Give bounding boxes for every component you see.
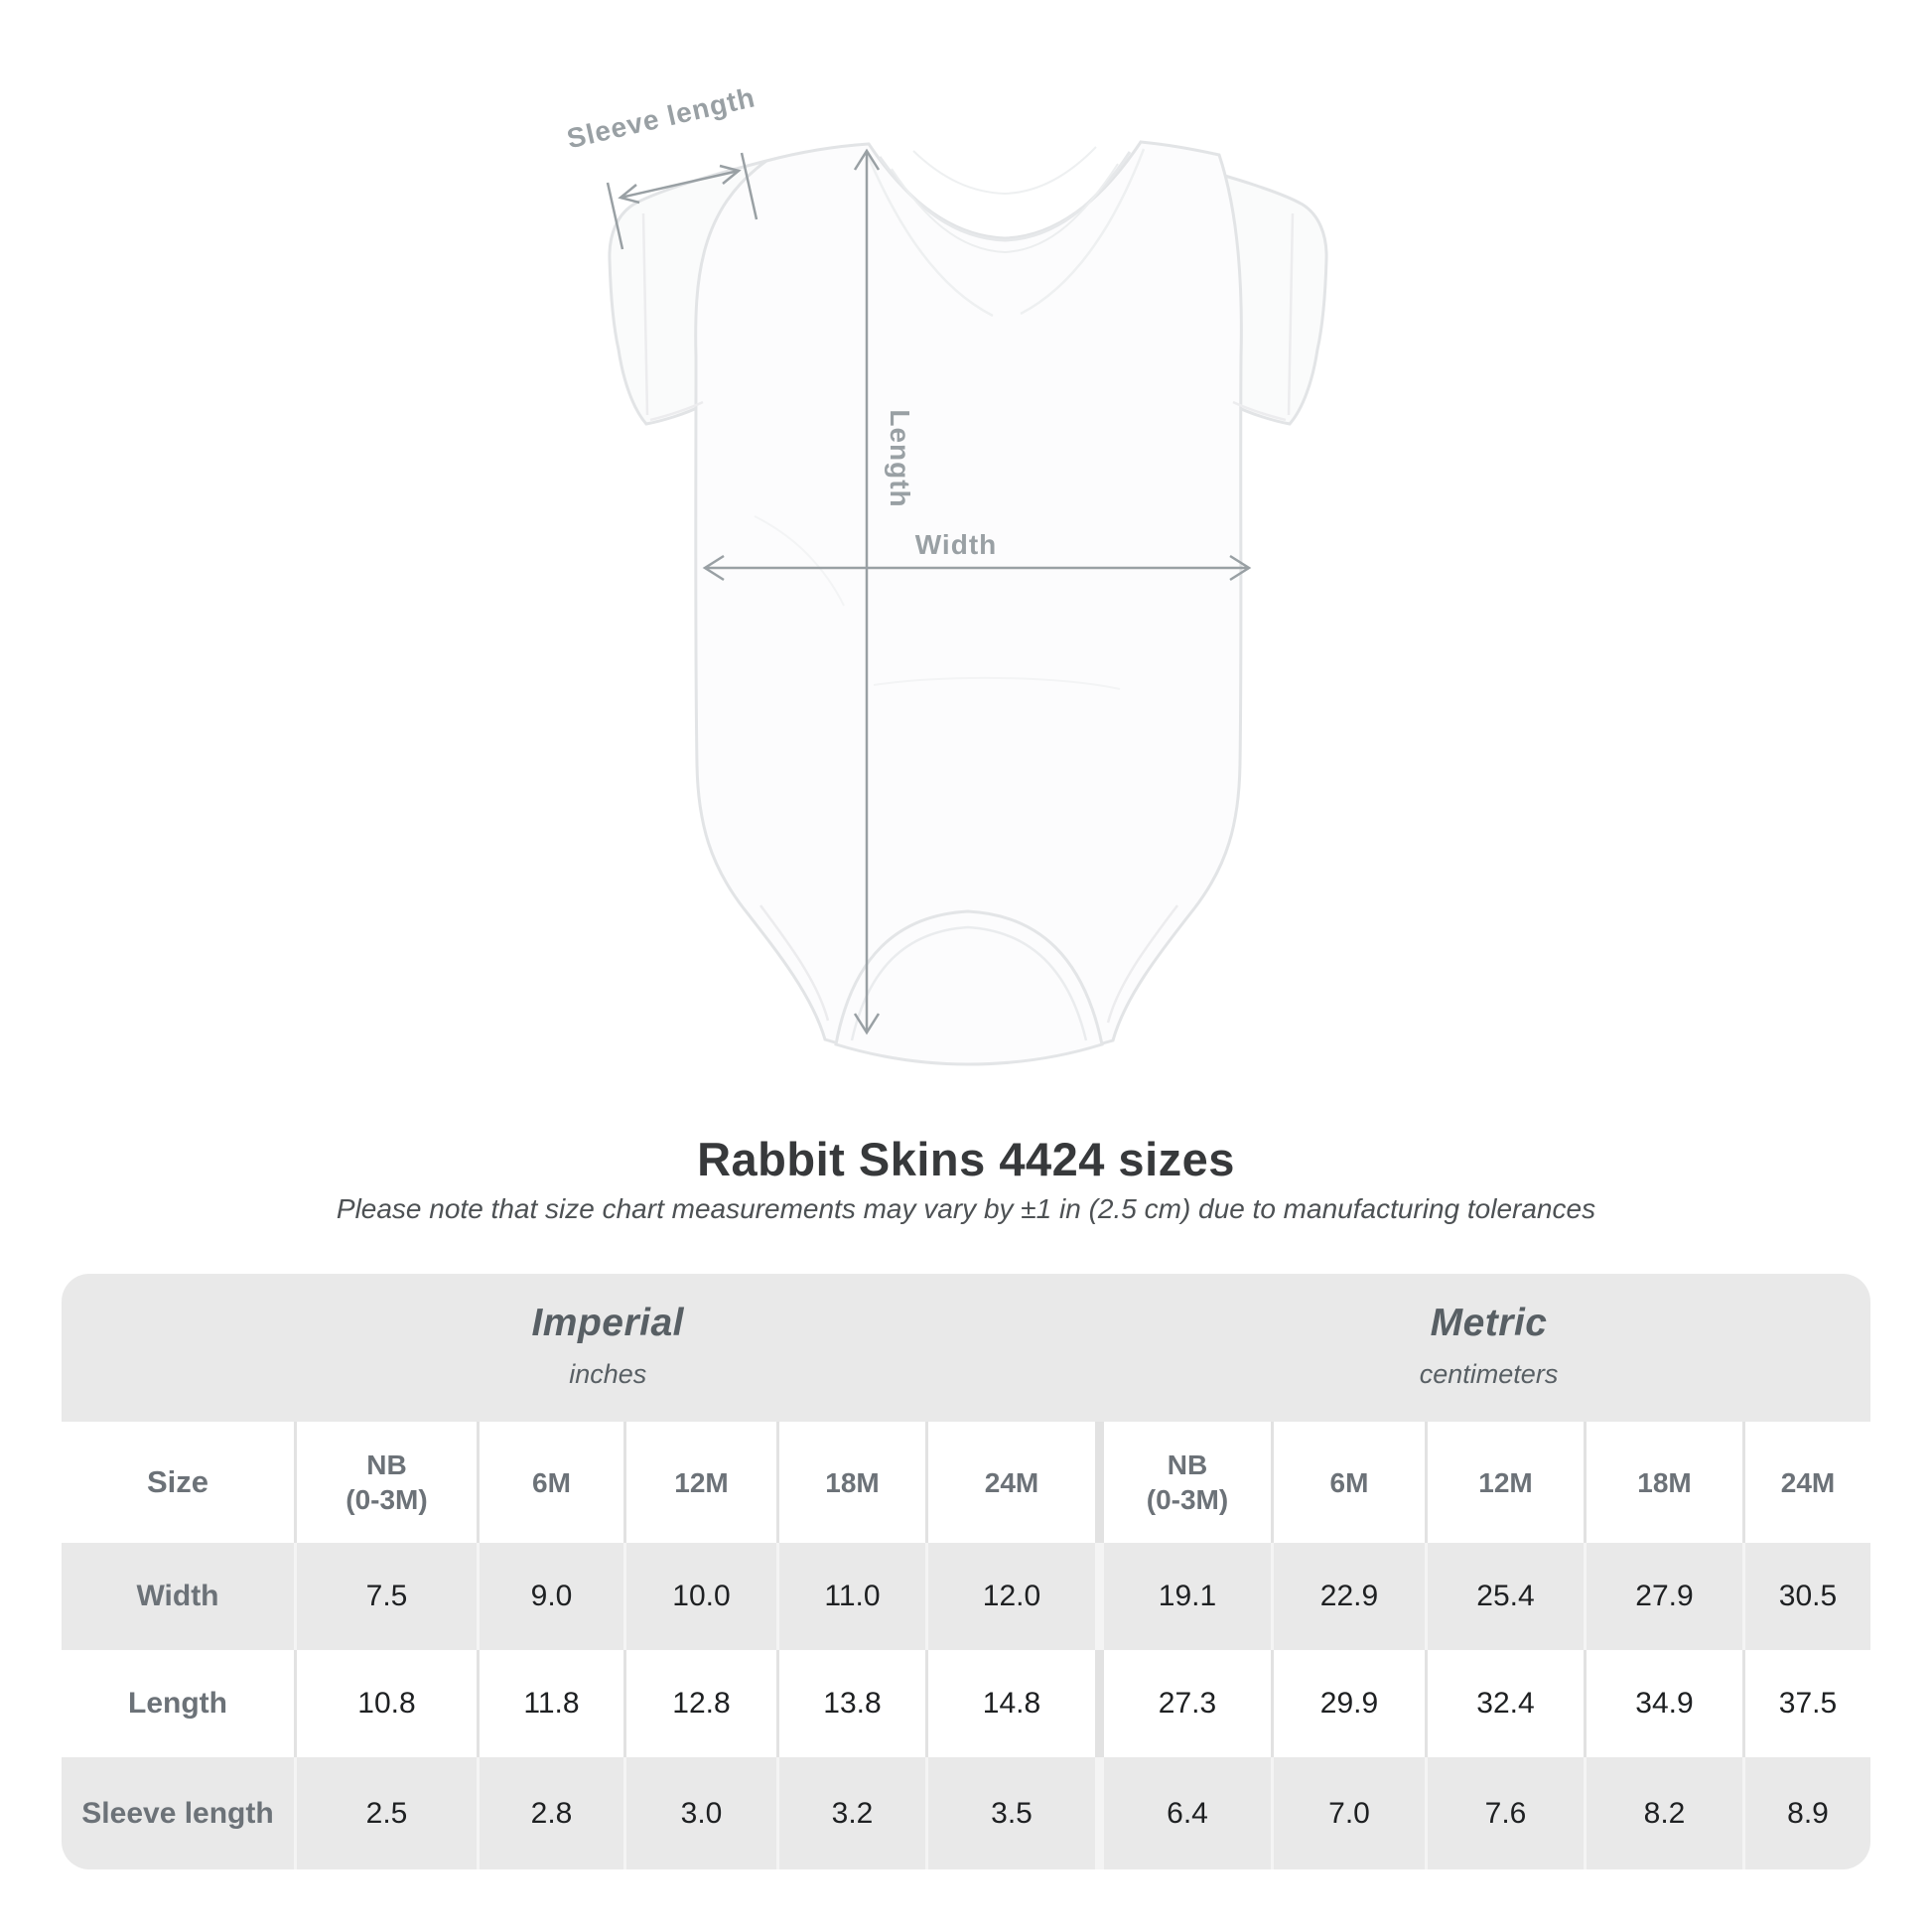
sleeve-length-figure-label: Sleeve length: [564, 81, 759, 155]
length-imperial-6m: 11.8: [480, 1650, 626, 1757]
col-header-imperial-18m: 18M: [779, 1422, 928, 1543]
unit-header-band: [62, 1274, 1870, 1422]
tolerance-note: Please note that size chart measurements may vary by ±1 in (2.5 cm) due to manufacturing tolerances: [336, 1193, 1596, 1224]
sleeve-metric-nb: 6.4: [1104, 1757, 1274, 1869]
table-row-sleeve-length: [62, 1757, 1870, 1869]
width-metric-6m: 22.9: [1274, 1543, 1428, 1650]
metric-label: Metric: [1430, 1302, 1548, 1344]
sleeve-metric-12m: 7.6: [1428, 1757, 1587, 1869]
row-label-sleeve-length: Sleeve length: [62, 1757, 297, 1869]
col-header-metric-18m: 18M: [1587, 1422, 1745, 1543]
sleeve-imperial-12m: 3.0: [626, 1757, 779, 1869]
width-metric-24m: 30.5: [1745, 1543, 1870, 1650]
sleeve-imperial-6m: 2.8: [480, 1757, 626, 1869]
imperial-unit: inches: [569, 1359, 647, 1389]
length-imperial-12m: 12.8: [626, 1650, 779, 1757]
width-imperial-6m: 9.0: [480, 1543, 626, 1650]
col-header-metric-nb: NB (0-3M): [1104, 1422, 1274, 1543]
length-metric-18m: 34.9: [1587, 1650, 1745, 1757]
col-header-metric-24m: 24M: [1745, 1422, 1870, 1543]
size-column-header: Size: [62, 1422, 297, 1543]
row-label-width: Width: [62, 1543, 297, 1650]
row-label-length: Length: [62, 1650, 297, 1757]
length-metric-nb: 27.3: [1104, 1650, 1274, 1757]
sleeve-metric-18m: 8.2: [1587, 1757, 1745, 1869]
col-header-imperial-6m: 6M: [480, 1422, 626, 1543]
sleeve-metric-24m: 8.9: [1745, 1757, 1870, 1869]
imperial-label: Imperial: [531, 1302, 685, 1344]
width-metric-18m: 27.9: [1587, 1543, 1745, 1650]
col-header-imperial-nb: NB (0-3M): [297, 1422, 480, 1543]
length-imperial-18m: 13.8: [779, 1650, 928, 1757]
sleeve-imperial-nb: 2.5: [297, 1757, 480, 1869]
length-imperial-nb: 10.8: [297, 1650, 480, 1757]
imperial-group-header: [531, 1302, 684, 1390]
page-title: Rabbit Skins 4424 sizes: [697, 1133, 1235, 1185]
width-figure-label: Width: [914, 529, 998, 560]
length-metric-24m: 37.5: [1745, 1650, 1870, 1757]
width-metric-12m: 25.4: [1428, 1543, 1587, 1650]
width-metric-nb: 19.1: [1104, 1543, 1274, 1650]
width-imperial-24m: 12.0: [928, 1543, 1104, 1650]
length-imperial-24m: 14.8: [928, 1650, 1104, 1757]
metric-group-header: [1420, 1302, 1559, 1390]
col-header-imperial-12m: 12M: [626, 1422, 779, 1543]
width-imperial-nb: 7.5: [297, 1543, 480, 1650]
table-row-length: [62, 1650, 1870, 1757]
width-imperial-12m: 10.0: [626, 1543, 779, 1650]
metric-unit: centimeters: [1419, 1359, 1559, 1389]
table-row-width: [62, 1543, 1870, 1650]
col-header-metric-6m: 6M: [1274, 1422, 1428, 1543]
size-table: [62, 1274, 1870, 1869]
sleeve-imperial-24m: 3.5: [928, 1757, 1104, 1869]
sleeve-metric-6m: 7.0: [1274, 1757, 1428, 1869]
col-header-metric-12m: 12M: [1428, 1422, 1587, 1543]
width-imperial-18m: 11.0: [779, 1543, 928, 1650]
length-figure-label: Length: [885, 409, 915, 508]
length-metric-12m: 32.4: [1428, 1650, 1587, 1757]
length-metric-6m: 29.9: [1274, 1650, 1428, 1757]
col-header-imperial-24m: 24M: [928, 1422, 1104, 1543]
table-header-row: [62, 1422, 1870, 1543]
sleeve-imperial-18m: 3.2: [779, 1757, 928, 1869]
